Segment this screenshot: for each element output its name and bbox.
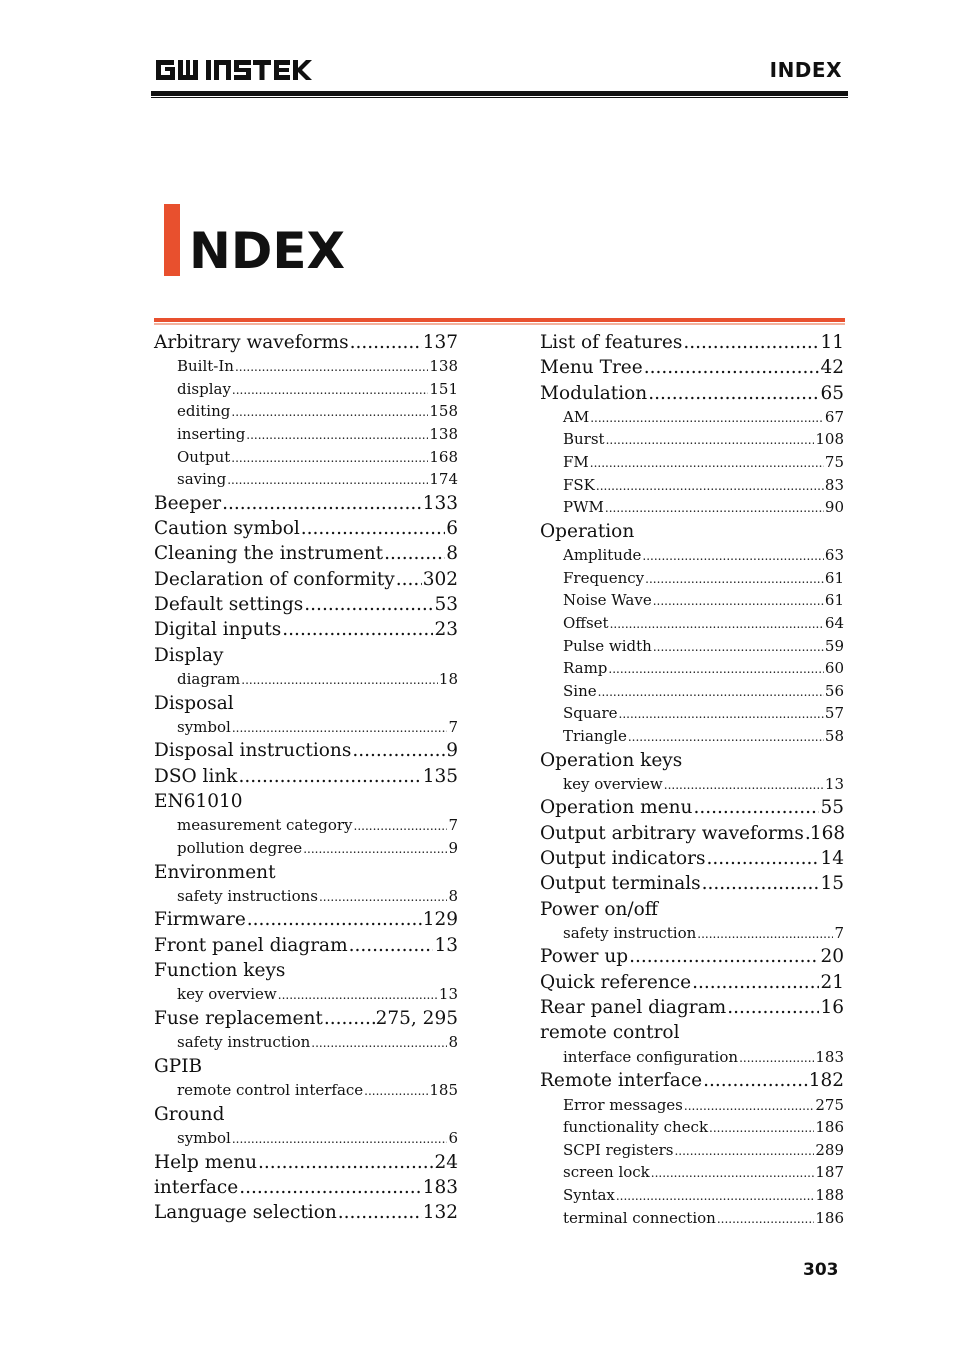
dot-leader [653, 590, 824, 613]
dot-leader [616, 1185, 815, 1208]
dot-leader [239, 1175, 421, 1200]
dot-leader [596, 475, 824, 498]
index-page-number: 64 [824, 613, 844, 632]
dot-leader [258, 1150, 433, 1175]
index-entry [154, 738, 458, 763]
index-term: Firmware [154, 909, 246, 931]
index-term: pollution degree [177, 838, 303, 857]
dot-leader [709, 1117, 814, 1140]
index-subentry [154, 446, 458, 469]
dot-leader [311, 1032, 447, 1055]
dot-leader [241, 669, 438, 692]
index-term: key overview [177, 985, 277, 1004]
dot-leader [246, 424, 428, 447]
dot-leader [222, 491, 422, 516]
index-page-number: 185 [429, 1081, 458, 1100]
index-entry [154, 643, 458, 668]
index-term: Power up [540, 946, 629, 968]
index-page-number: 59 [824, 636, 844, 655]
index-term: display [177, 379, 231, 398]
dot-leader [350, 330, 422, 355]
index-page-number: 275, 295 [375, 1007, 458, 1029]
index-entry [154, 1054, 458, 1079]
index-page-number: 20 [820, 946, 844, 968]
index-entry [154, 1006, 458, 1031]
dot-leader [227, 469, 428, 492]
index-term: Declaration of conformity [154, 568, 395, 590]
index-term: interface configuration [563, 1047, 739, 1066]
dot-leader [231, 401, 428, 424]
index-subentry [540, 567, 844, 590]
index-entry [154, 764, 458, 789]
index-term: Sine [563, 681, 597, 700]
dot-leader [605, 497, 824, 520]
index-entry [540, 1020, 844, 1045]
dot-leader [648, 381, 819, 406]
dot-leader [606, 429, 815, 452]
index-page-number: 275 [815, 1095, 844, 1114]
index-term: editing [177, 402, 231, 421]
dot-leader [232, 379, 428, 402]
index-page-number: 65 [820, 382, 844, 404]
index-entry [154, 860, 458, 885]
index-page-number: 129 [422, 909, 458, 931]
index-term: Quick reference [540, 971, 692, 993]
index-page-number: 58 [824, 726, 844, 745]
index-page-number: 7 [834, 923, 844, 942]
index-term: SCPI registers [563, 1140, 674, 1159]
index-term: measurement category [177, 816, 353, 835]
index-page-number: 151 [429, 379, 458, 398]
index-page-number: 8 [448, 1033, 458, 1052]
index-page-number: 67 [824, 407, 844, 426]
index-subentry [540, 496, 844, 519]
index-subentry [154, 378, 458, 401]
index-term: Pulse width [563, 636, 652, 655]
index-entry [540, 821, 844, 846]
index-subentry [154, 885, 458, 908]
dot-leader [231, 447, 428, 470]
index-page-number: 55 [820, 797, 844, 819]
dot-leader [703, 1068, 808, 1093]
index-page-number: 16 [820, 997, 844, 1019]
index-subentry [540, 1207, 844, 1230]
index-subentry [540, 451, 844, 474]
index-term: Output indicators [540, 847, 706, 869]
title-rule [154, 318, 845, 322]
header-rule-thin [151, 97, 848, 98]
index-term: symbol [177, 1128, 231, 1147]
index-page-number: 9 [446, 740, 458, 762]
index-page-number: 182 [808, 1070, 844, 1092]
index-entry [540, 970, 844, 995]
index-term: remote control interface [177, 1081, 364, 1100]
index-term: functionality check [563, 1118, 709, 1137]
index-entry [154, 933, 458, 958]
index-page-number: 90 [824, 498, 844, 517]
index-page-number: 186 [815, 1208, 844, 1227]
dot-leader [651, 1162, 815, 1185]
index-subentry [540, 1094, 844, 1117]
index-entry [154, 541, 458, 566]
index-term: Cleaning the instrument [154, 543, 384, 565]
index-entry [154, 330, 458, 355]
index-term: FM [563, 453, 589, 472]
index-entry [154, 1200, 458, 1225]
index-page-number: 133 [422, 492, 458, 514]
index-page-number: 183 [422, 1176, 458, 1198]
index-term: Built-In [177, 357, 234, 376]
dot-leader [644, 355, 820, 380]
index-page-number: 57 [824, 704, 844, 723]
header-rule [151, 91, 848, 96]
index-term: Disposal [154, 692, 234, 714]
index-page-number: 137 [422, 332, 458, 353]
index-column-right [540, 330, 844, 1229]
index-term: Environment [154, 861, 276, 883]
index-entry [154, 1150, 458, 1175]
index-term: Output [177, 447, 231, 466]
index-subentry [540, 589, 844, 612]
index-term: EN61010 [154, 791, 243, 813]
index-subentry [154, 1079, 458, 1102]
dot-leader [642, 545, 823, 568]
index-subentry [154, 814, 458, 837]
dot-leader [674, 1140, 814, 1163]
index-page-number: 24 [434, 1151, 458, 1173]
index-term: Remote interface [540, 1070, 703, 1092]
dot-leader [608, 658, 823, 681]
index-term: Default settings [154, 594, 304, 616]
dot-leader [739, 1047, 814, 1070]
index-term: Fuse replacement [154, 1007, 323, 1029]
index-entry [154, 691, 458, 716]
index-entry [154, 958, 458, 983]
index-entry [540, 846, 844, 871]
index-term: Digital inputs [154, 619, 282, 641]
index-entry [154, 617, 458, 642]
index-entry [540, 995, 844, 1020]
index-subentry [154, 983, 458, 1006]
index-term: terminal connection [563, 1208, 716, 1227]
index-page-number: 135 [422, 765, 458, 787]
index-subentry [154, 423, 458, 446]
index-term: Burst [563, 430, 605, 449]
index-entry [540, 1068, 844, 1093]
index-subentry [540, 635, 844, 658]
dot-leader [590, 407, 824, 430]
dot-leader [364, 1080, 428, 1103]
index-page-number: 138 [429, 357, 458, 376]
dot-leader [319, 886, 447, 909]
index-entry [154, 789, 458, 814]
index-term: interface [154, 1176, 239, 1198]
dot-leader [619, 703, 824, 726]
index-term: Power on/off [540, 898, 658, 920]
index-entry [154, 567, 458, 592]
index-page-number: 56 [824, 681, 844, 700]
index-page-number: 132 [422, 1202, 458, 1224]
index-page-number: 83 [824, 475, 844, 494]
index-subentry [154, 668, 458, 691]
dot-leader [239, 764, 422, 789]
index-term: List of features [540, 332, 683, 353]
index-page-number: 186 [815, 1118, 844, 1137]
index-page-number: 75 [824, 453, 844, 472]
page-number: 303 [803, 1260, 839, 1280]
index-entry [540, 519, 844, 544]
index-term: FSK [563, 475, 595, 494]
index-subentry [540, 544, 844, 567]
index-term: Ground [154, 1103, 225, 1125]
index-term: saving [177, 470, 227, 489]
index-entry [540, 944, 844, 969]
index-entry [154, 1175, 458, 1200]
index-entry [540, 330, 844, 355]
dot-leader [282, 617, 433, 642]
index-page-number: 23 [434, 619, 458, 641]
dot-leader [304, 592, 433, 617]
title-text: NDEX [189, 222, 346, 280]
index-term: safety instructions [177, 886, 318, 905]
dot-leader [610, 613, 824, 636]
dot-leader [278, 984, 438, 1007]
dot-leader [706, 846, 819, 871]
dot-leader [354, 815, 448, 838]
index-term: Frequency [563, 568, 645, 587]
index-term: diagram [177, 669, 241, 688]
index-page-number: 8 [448, 886, 458, 905]
index-term: Disposal instructions [154, 740, 352, 762]
index-subentry [540, 428, 844, 451]
index-subentry [540, 680, 844, 703]
index-subentry [540, 406, 844, 429]
index-term: Amplitude [563, 546, 642, 565]
index-page-number: 42 [820, 357, 844, 379]
index-subentry [540, 612, 844, 635]
index-term: Operation menu [540, 797, 693, 819]
index-column-left [154, 330, 458, 1225]
index-page-number: 6 [446, 518, 458, 540]
index-term: safety instruction [563, 923, 697, 942]
index-term: Noise Wave [563, 591, 652, 610]
index-entry [540, 381, 844, 406]
index-page-number: 168 [809, 822, 846, 844]
index-subentry [540, 657, 844, 680]
index-term: key overview [563, 774, 663, 793]
dot-leader [352, 738, 445, 763]
index-page-number: 18 [438, 669, 458, 688]
dot-leader [693, 795, 819, 820]
index-term: Beeper [154, 492, 222, 514]
gw-instek-logo-mark [154, 56, 324, 82]
dot-leader [338, 1200, 422, 1225]
dot-leader [727, 995, 819, 1020]
index-term: screen lock [563, 1163, 650, 1182]
page-title [164, 196, 346, 280]
index-term: Output arbitrary waveforms [540, 822, 804, 844]
index-page-number: 53 [434, 594, 458, 616]
dot-leader [697, 923, 833, 946]
dot-leader [235, 356, 428, 379]
index-subentry [540, 1161, 844, 1184]
index-page-number: 63 [824, 546, 844, 565]
dot-leader [598, 681, 824, 704]
index-subentry [540, 702, 844, 725]
index-subentry [540, 1184, 844, 1207]
index-page-number: 6 [448, 1128, 458, 1147]
index-term: Modulation [540, 382, 648, 404]
dot-leader [232, 717, 448, 740]
dot-leader [683, 330, 819, 355]
index-page-number: 60 [824, 659, 844, 678]
index-term: Rear panel diagram [540, 997, 727, 1019]
dot-leader [301, 516, 445, 541]
dot-leader [349, 933, 434, 958]
index-term: Triangle [563, 726, 627, 745]
index-term: Syntax [563, 1185, 615, 1204]
index-subentry [154, 1127, 458, 1150]
index-entry [154, 592, 458, 617]
index-term: Display [154, 644, 224, 666]
dot-leader [684, 1095, 814, 1118]
index-page-number: 168 [429, 447, 458, 466]
index-subentry [540, 922, 844, 945]
index-term: symbol [177, 717, 231, 736]
index-page-number: 289 [815, 1140, 844, 1159]
dot-leader [247, 907, 422, 932]
index-subentry [154, 1031, 458, 1054]
dot-leader [629, 944, 819, 969]
index-term: Help menu [154, 1151, 258, 1173]
dot-leader [702, 871, 820, 896]
index-term: Front panel diagram [154, 934, 348, 956]
index-subentry [540, 474, 844, 497]
dot-leader [232, 1128, 448, 1151]
index-term: Menu Tree [540, 357, 643, 379]
index-subentry [540, 725, 844, 748]
dot-leader [384, 541, 445, 566]
index-page-number: 188 [815, 1185, 844, 1204]
index-entry [540, 795, 844, 820]
index-subentry [154, 716, 458, 739]
index-term: Function keys [154, 959, 286, 981]
gw-instek-logo [154, 56, 324, 82]
index-subentry [154, 837, 458, 860]
index-term: Square [563, 704, 618, 723]
dot-leader [303, 838, 447, 861]
dot-leader [664, 774, 824, 797]
index-page-number: 302 [422, 568, 458, 590]
dot-leader [805, 821, 809, 846]
index-term: safety instruction [177, 1033, 311, 1052]
index-page-number: 13 [434, 934, 458, 956]
index-term: DSO link [154, 765, 238, 787]
dot-leader [645, 568, 824, 591]
header-section-title: INDEX [769, 58, 842, 82]
index-entry [154, 907, 458, 932]
index-term: AM [563, 407, 590, 426]
title-first-letter-bar [164, 204, 180, 276]
index-page-number: 174 [429, 470, 458, 489]
index-subentry [540, 1139, 844, 1162]
index-page-number: 9 [448, 838, 458, 857]
dot-leader [653, 636, 824, 659]
dot-leader [717, 1208, 815, 1231]
index-page-number: 8 [446, 543, 458, 565]
index-term: Operation keys [540, 749, 683, 771]
index-term: Arbitrary waveforms [154, 332, 349, 353]
index-term: inserting [177, 425, 246, 444]
title-rule-shadow [154, 323, 845, 325]
index-entry [540, 897, 844, 922]
index-entry [540, 748, 844, 773]
dot-leader [692, 970, 819, 995]
index-entry [540, 871, 844, 896]
dot-leader [590, 452, 824, 475]
dot-leader [324, 1006, 375, 1031]
index-subentry [540, 773, 844, 796]
index-entry [154, 491, 458, 516]
index-page-number: 15 [820, 873, 844, 895]
index-page-number: 13 [438, 985, 458, 1004]
index-page-number: 14 [820, 847, 844, 869]
index-term: PWM [563, 498, 604, 517]
index-term: Caution symbol [154, 518, 300, 540]
dot-leader [628, 726, 824, 749]
index-page-number: 61 [824, 568, 844, 587]
index-page-number: 183 [815, 1047, 844, 1066]
index-term: Ramp [563, 659, 608, 678]
index-term: GPIB [154, 1055, 203, 1077]
index-entry [154, 1102, 458, 1127]
index-subentry [154, 400, 458, 423]
index-entry [154, 516, 458, 541]
index-term: Error messages [563, 1095, 683, 1114]
index-term: remote control [540, 1022, 680, 1044]
index-page-number: 61 [824, 591, 844, 610]
index-subentry [154, 468, 458, 491]
index-subentry [540, 1046, 844, 1069]
index-term: Operation [540, 520, 635, 542]
index-subentry [154, 355, 458, 378]
index-page-number: 7 [448, 816, 458, 835]
index-page-number: 187 [815, 1163, 844, 1182]
index-page-number: 13 [824, 774, 844, 793]
index-term: Language selection [154, 1202, 337, 1224]
index-entry [540, 355, 844, 380]
index-page-number: 7 [448, 717, 458, 736]
index-term: Offset [563, 613, 609, 632]
index-page-number: 11 [820, 332, 844, 353]
index-page-number: 21 [820, 971, 844, 993]
index-page-number: 158 [429, 402, 458, 421]
index-page-number: 138 [429, 425, 458, 444]
index-subentry [540, 1116, 844, 1139]
dot-leader [396, 567, 422, 592]
index-page-number: 108 [815, 430, 844, 449]
index-term: Output terminals [540, 873, 701, 895]
